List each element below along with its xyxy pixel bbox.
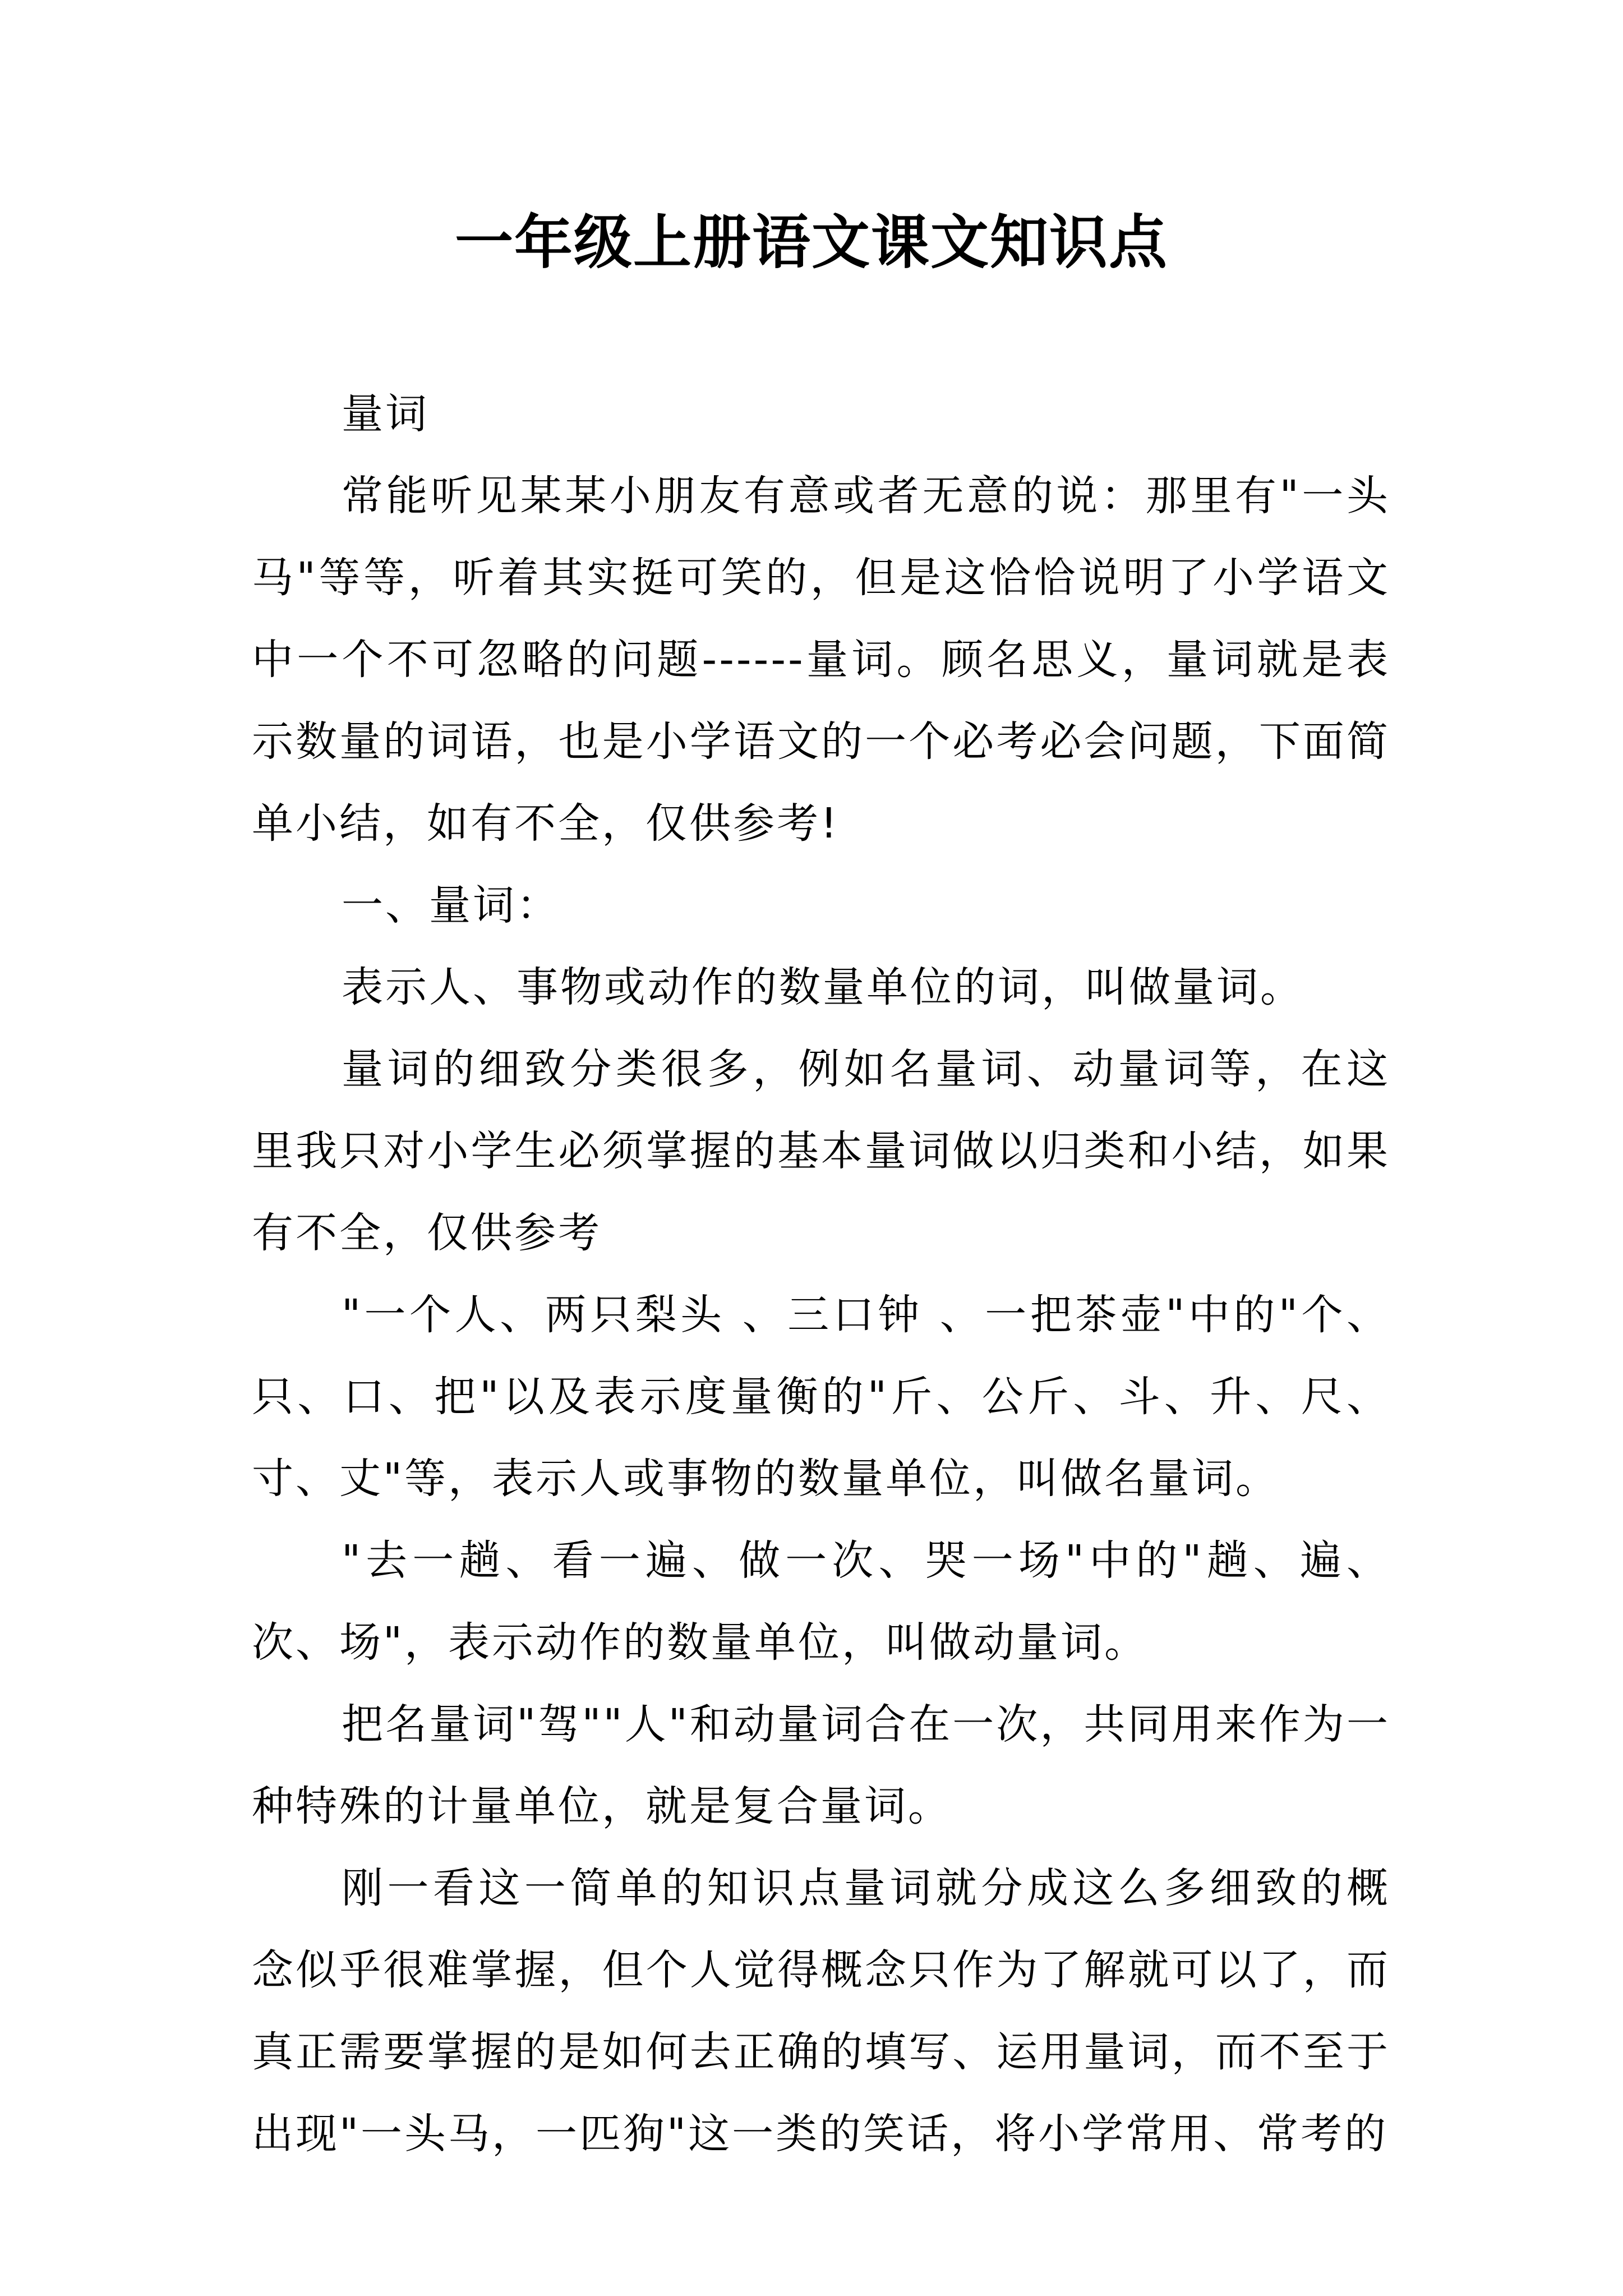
paragraph-noun-classifiers: "一个人、两只梨头 、三口钟 、一把茶壶"中的"个、只、口、把"以及表示度量衡的"斤、公斤、斗、升、尺、寸、丈"等，表示人或事物的数量单位，叫做名量词。 bbox=[252, 1291, 1390, 1503]
paragraph-section-one: 一、量词： bbox=[342, 881, 560, 930]
paragraph-classification: 量词的细致分类很多，例如名量词、动量词等，在这里我只对小学生必须掌握的基本量词做以归类和小结，如果有不全，仅供参考 bbox=[252, 1045, 1390, 1257]
paragraph-verb-classifiers: "去一趟、看一遍、做一次、哭一场"中的"趟、遍、次、场"，表示动作的数量单位，叫做动量词。 bbox=[252, 1536, 1390, 1667]
paragraph-definition: 表示人、事物或动作的数量单位的词，叫做量词。 bbox=[342, 963, 1304, 1011]
paragraph-compound-classifiers: 把名量词"驾""人"和动量词合在一次，共同用来作为一种特殊的计量单位，就是复合量词。 bbox=[252, 1700, 1390, 1830]
paragraph-conclusion: 刚一看这一简单的知识点量词就分成这么多细致的概念似乎很难掌握，但个人觉得概念只作为了解就可以了，而真正需要掌握的是如何去正确的填写、运用量词，而不至于出现"一头马，一匹狗"这一类的笑话，将小学常用、常考的 bbox=[252, 1864, 1390, 2158]
document-title: 一年级上册语文课文知识点 bbox=[454, 208, 1168, 277]
paragraph-intro: 常能听见某某小朋友有意或者无意的说：那里有"一头马"等等，听着其实挺可笑的，但是这恰恰说明了小学语文中一个不可忽略的问题------量词。顾名思义，量词就是表示数量的词语，也是小学语文的一个必考必会问题，下面简单小结，如有不全，仅供参考! bbox=[252, 472, 1390, 848]
document-body bbox=[252, 373, 1390, 2175]
paragraph-heading-liangci: 量词 bbox=[342, 390, 429, 438]
